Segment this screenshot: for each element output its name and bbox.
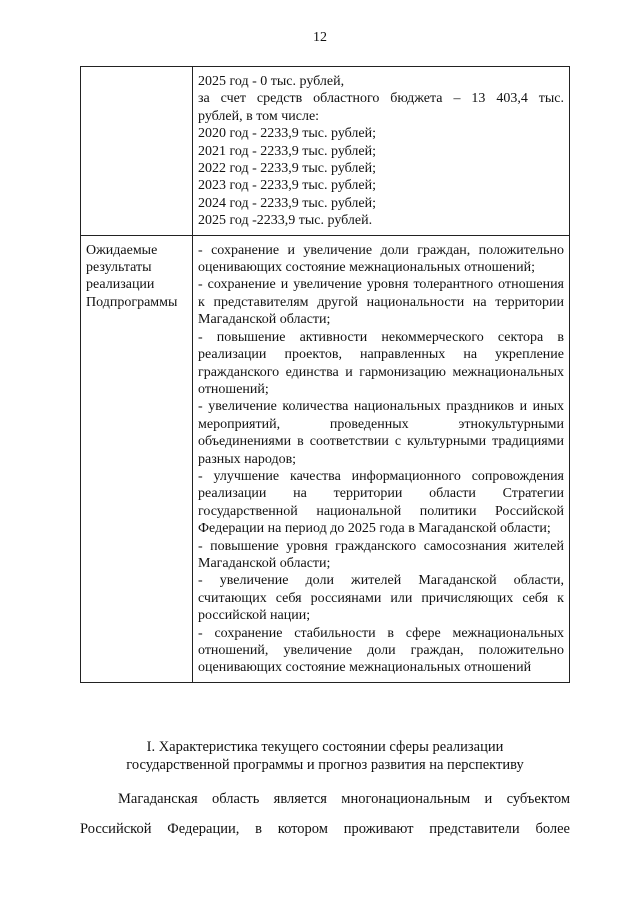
table-row [81,67,570,236]
page-number: 12 [313,30,327,45]
row-label-cell [81,67,193,236]
result-item: - сохранение и увеличение доли граждан, положительно оценивающих состояние межнациональных отношений; [198,242,564,276]
section-heading [80,738,570,774]
row-label-line: реализации [86,277,155,293]
funding-line: 2025 год - 0 тыс. рублей, [198,74,345,89]
funding-line: 2022 год - 2233,9 тыс. рублей; [198,161,377,177]
result-item: - увеличение доли жителей Магаданской области, считающих себя россиянами или причисляющих себя к российской нации; [198,573,564,624]
paragraph-line: Магаданская область является многонациональным и субъектом [118,791,570,807]
section-heading-line: государственной программы и прогноз развития на перспективу [126,757,524,773]
row-label-line: результаты [86,260,152,276]
row-label-cell [81,235,193,682]
funding-cell [193,67,570,236]
result-item: - улучшение качества информационного сопровождения реализации на территории области Стратегии государственной национальной политики Российской Федерации на период до 2025 года в Магаданской области; [198,468,564,537]
funding-line: за счет средств областного бюджета – 13 403,4 тыс. [198,91,564,107]
funding-line: 2025 год -2233,9 тыс. рублей. [198,213,373,229]
expected-results-cell [193,235,570,682]
row-label-line: Подпрограммы [86,294,178,310]
result-item: - увеличение количества национальных праздников и иных мероприятий, проведенных этнокультурными объединениями в соответствии с культурными традициями разных народов; [198,399,564,467]
funding-line: 2021 год - 2233,9 тыс. рублей; [198,143,377,159]
funding-line: рублей, в том числе: [198,108,320,124]
funding-line: 2024 год - 2233,9 тыс. рублей; [198,195,377,211]
program-passport-table [80,66,570,683]
result-item: - сохранение стабильности в сфере межнациональных отношений, увеличение доли граждан, положительно оценивающих состояние межнациональных отношений [198,625,564,676]
table-row [81,235,570,682]
row-label-line: Ожидаемые [86,242,158,258]
body-paragraph [80,784,570,844]
section-heading-line: I. Характеристика текущего состоянии сферы реализации [146,739,504,755]
result-item: - сохранение и увеличение уровня толерантного отношения к представителям другой национальности на территории Магаданской области; [198,277,564,328]
funding-line: 2020 год - 2233,9 тыс. рублей; [198,126,377,142]
result-item: - повышение активности некоммерческого сектора в реализации проектов, направленных на укрепление гражданского единства и гармонизацию межнациональных отношений; [198,329,564,397]
result-item: - повышение уровня гражданского самосознания жителей Магаданской области; [198,538,564,571]
funding-line: 2023 год - 2233,9 тыс. рублей; [198,178,377,194]
paragraph-line: Российской Федерации, в котором проживают представители более [80,821,570,837]
